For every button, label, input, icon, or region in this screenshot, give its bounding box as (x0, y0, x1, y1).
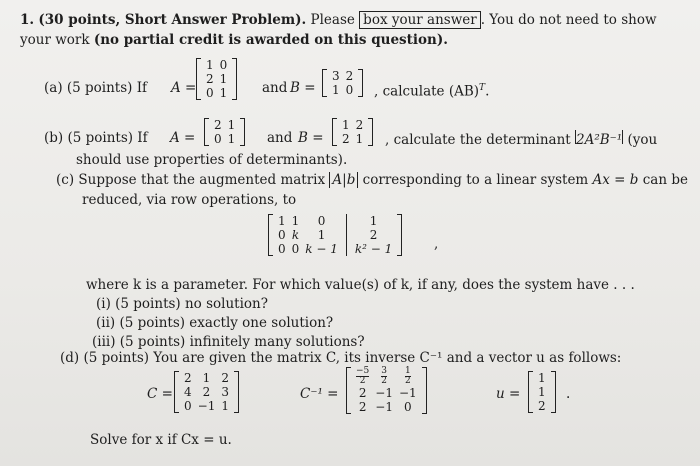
u-eq: u = (496, 386, 521, 402)
part-b-line-2: should use properties of determinants). (76, 152, 348, 168)
part-c-line-1: (c) Suppose that the augmented matrix A|b corresponding to a linear system Ax = b can be (56, 172, 688, 188)
please-text: Please (310, 12, 355, 28)
C-inverse-eq: C⁻¹ = (300, 386, 339, 402)
matrix-A-part-a: 1 0 2 1 0 1 (196, 58, 237, 100)
reduced-augmented-matrix: 1 1 0 1 0 k 1 2 0 0 k − 1 k² − 1 (268, 214, 402, 256)
part-a-A-eq: A = (171, 80, 197, 96)
your-work-text: your work (20, 32, 90, 48)
augmented-matrix-label: A|b (329, 172, 358, 188)
header-instruction: . You do not need to show (480, 12, 657, 28)
header-line-2 (20, 32, 448, 48)
part-a-and: and (262, 80, 288, 96)
matrix-B-part-b: 1 2 2 1 (332, 118, 373, 146)
matrix-B-part-a: 3 2 1 0 (322, 69, 363, 97)
matrix-comma: , (434, 236, 439, 252)
problem-number: 1. (20, 12, 35, 28)
part-d-solve: Solve for x if Cx = u. (90, 432, 232, 448)
part-b-and: and (267, 130, 293, 146)
box-your-answer: box your answer (359, 11, 481, 29)
part-c-line-2: reduced, via row operations, to (82, 192, 297, 208)
vector-u: 1 1 2 (528, 371, 556, 413)
part-d-line-1: (d) (5 points) You are given the matrix C, its inverse C⁻¹ and a vector u as follows: (60, 350, 622, 366)
part-b-A-eq: A = (170, 130, 196, 146)
part-b-label: (b) (5 points) If (44, 130, 148, 146)
part-b-calculate: , calculate the determinant 2A²B⁻¹ (you (385, 132, 658, 148)
vector-u-period: . (566, 386, 571, 402)
linear-system-label: Ax = b (592, 172, 639, 188)
problem-title: (30 points, Short Answer Problem). (38, 12, 307, 28)
C-eq: C = (147, 386, 173, 402)
part-a-B-eq: B = (290, 80, 316, 96)
part-a-calculate: , calculate (AB)$^T$. (374, 83, 490, 100)
part-c-question: where k is a parameter. For which value(s) of k, if any, does the system have . . . (86, 277, 635, 293)
part-a-label: (a) (5 points) If (44, 80, 148, 96)
matrix-C: 2 1 2 4 2 3 0 −1 1 (174, 371, 239, 413)
part-c-item-i: (i) (5 points) no solution? (96, 296, 268, 312)
part-c-item-iii: (iii) (5 points) infinitely many solutions? (92, 334, 365, 350)
no-partial-credit-text: (no partial credit is awarded on this question). (93, 32, 448, 48)
matrix-C-inverse: $\frac{-5}{2}$ $\frac{3}{2}$ $\frac{1}{2}$ 2 −1 −1 2 −1 0 (346, 367, 427, 414)
part-c-item-ii: (ii) (5 points) exactly one solution? (96, 315, 334, 331)
matrix-A-part-b: 2 1 0 1 (204, 118, 245, 146)
determinant-expression: 2A²B⁻¹ (576, 132, 623, 148)
part-b-B-eq: B = (298, 130, 324, 146)
problem-header (20, 12, 657, 28)
